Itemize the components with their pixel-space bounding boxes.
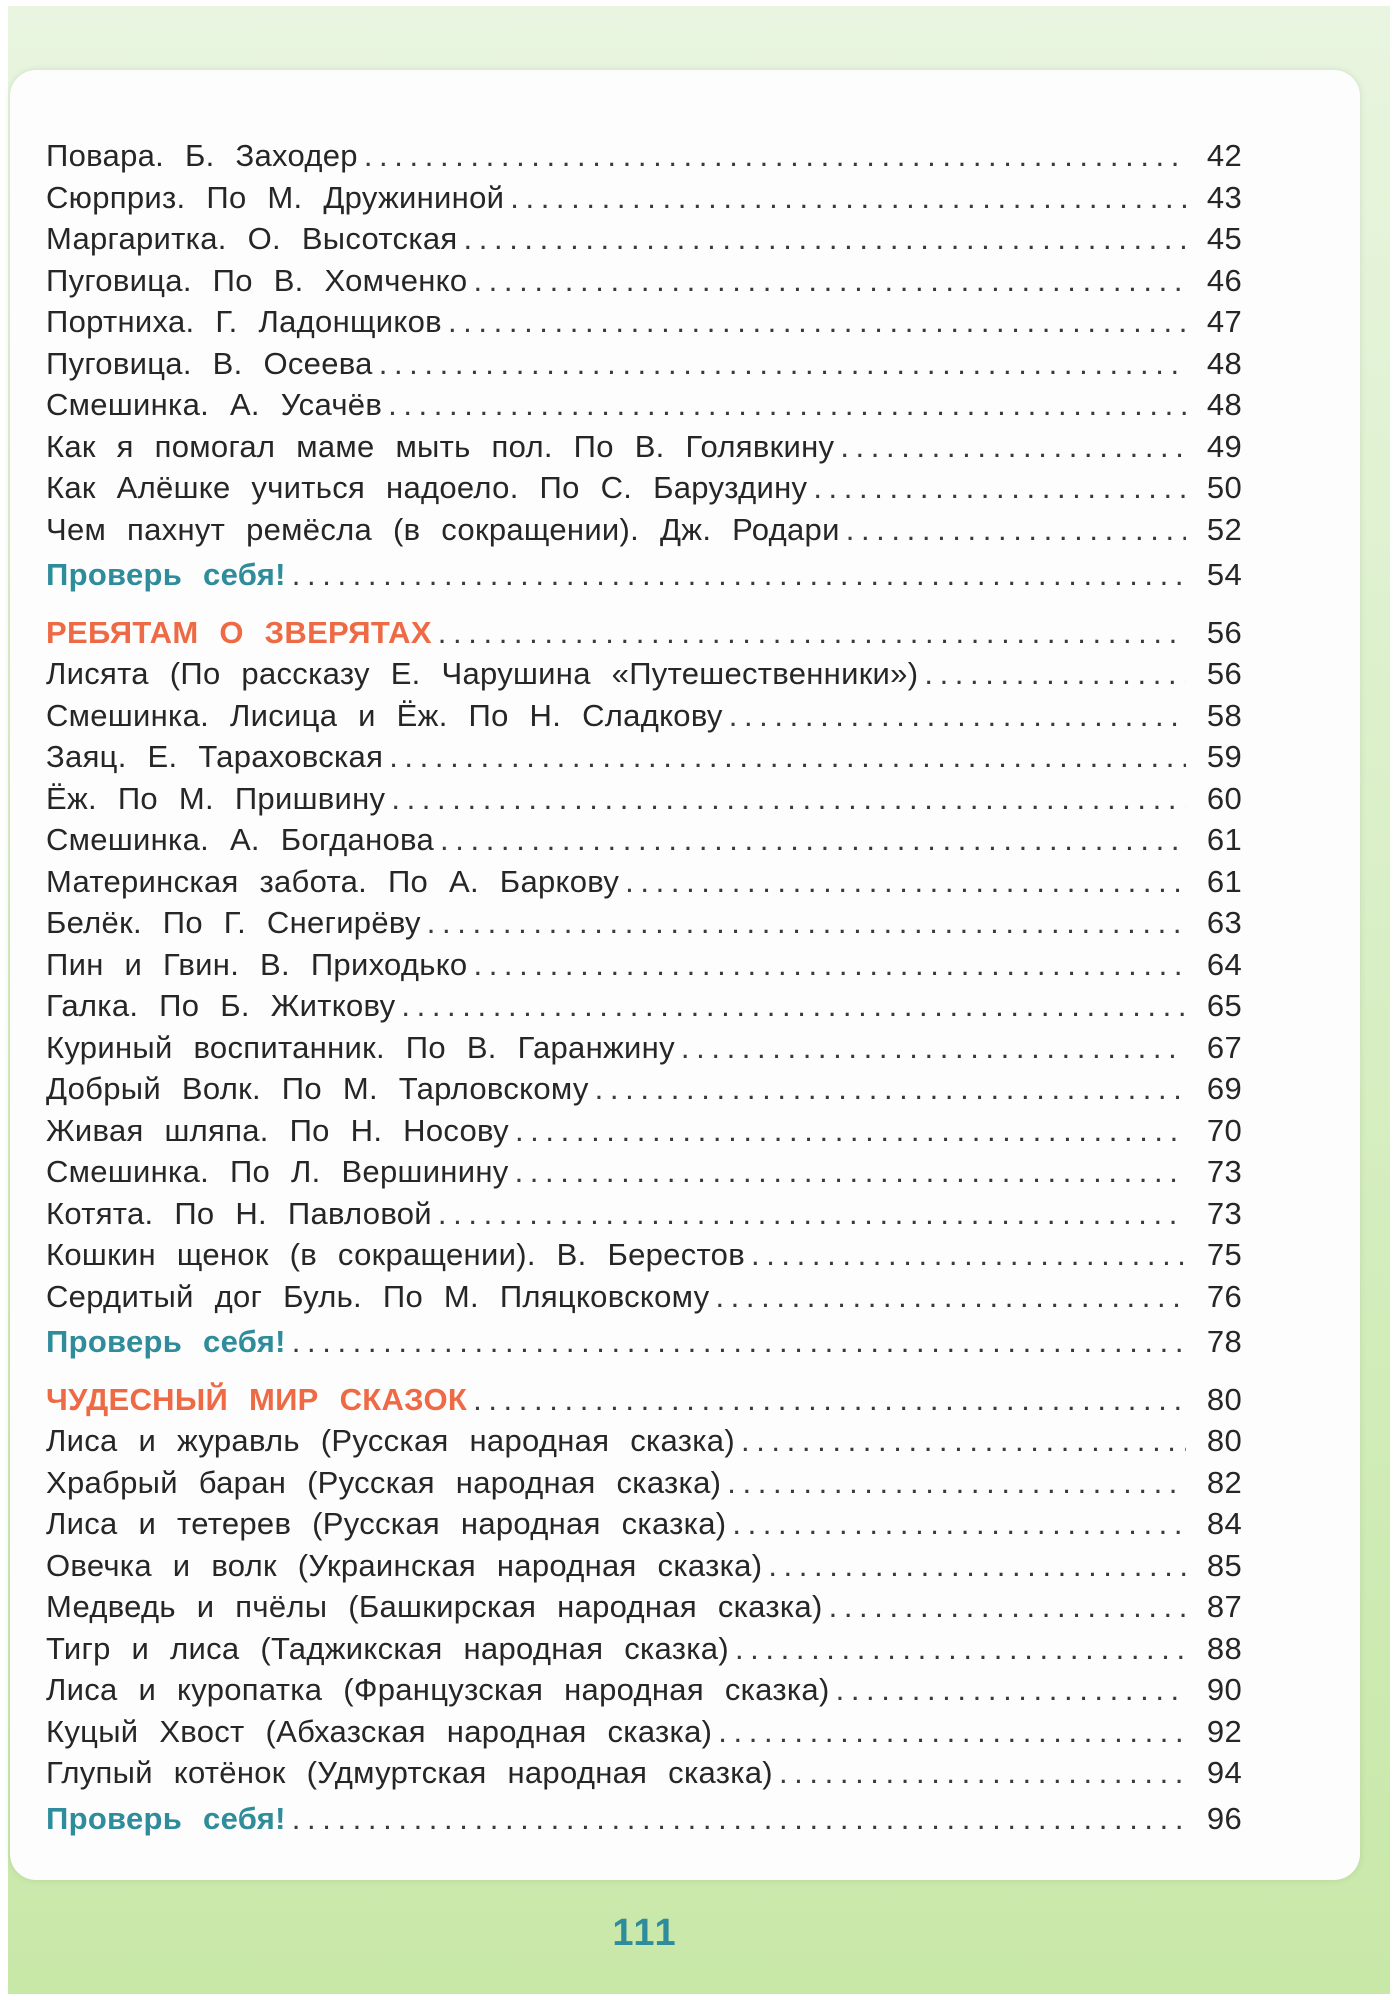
entry-title: Сердитый дог Буль. По М. Пляцковскому	[46, 1278, 710, 1314]
leader-dots	[473, 263, 1186, 299]
entry-page: 76	[1206, 1278, 1242, 1314]
entry-page: 88	[1206, 1630, 1242, 1666]
toc-entry[interactable]	[46, 1279, 1242, 1321]
toc-entry[interactable]	[46, 1154, 1242, 1196]
leader-dots	[768, 1548, 1186, 1584]
entry-page: 56	[1206, 656, 1242, 691]
toc-entry[interactable]	[46, 905, 1242, 947]
toc-entry[interactable]	[46, 346, 1242, 388]
entry-page: 48	[1206, 345, 1242, 381]
toc-entry[interactable]	[46, 1714, 1242, 1756]
entry-page: 61	[1206, 822, 1242, 857]
leader-dots	[510, 180, 1186, 216]
leader-dots	[732, 1506, 1186, 1542]
toc-group-1	[46, 138, 1242, 553]
entry-title: Смешинка. Лисица и Ёж. По Н. Сладкову	[46, 697, 723, 733]
leader-dots	[727, 1465, 1186, 1501]
leader-dots	[401, 988, 1186, 1024]
entry-title: Котята. По Н. Павловой	[46, 1195, 432, 1231]
leader-dots	[718, 1714, 1186, 1750]
entry-title: Кошкин щенок (в сокращении). В. Берестов	[46, 1237, 745, 1272]
leader-dots	[840, 429, 1186, 465]
entry-page: 46	[1206, 262, 1242, 298]
check-yourself-entry-1[interactable]	[46, 557, 1242, 599]
toc-entry[interactable]	[46, 1548, 1242, 1590]
entry-page: 43	[1206, 179, 1242, 215]
entry-page: 94	[1206, 1755, 1242, 1790]
toc-entry[interactable]	[46, 1506, 1242, 1548]
toc-entry[interactable]	[46, 263, 1242, 305]
leader-dots	[715, 1279, 1186, 1315]
entry-page: 80	[1206, 1423, 1242, 1458]
leader-dots	[924, 656, 1186, 692]
leader-dots	[292, 1324, 1186, 1360]
toc-entry[interactable]	[46, 656, 1242, 698]
toc-entry[interactable]	[46, 822, 1242, 864]
entry-page: 64	[1206, 946, 1242, 982]
entry-page: 52	[1206, 511, 1242, 547]
entry-page: 85	[1206, 1547, 1242, 1583]
leader-dots	[515, 1154, 1186, 1190]
entry-page: 49	[1206, 428, 1242, 464]
entry-page: 60	[1206, 780, 1242, 816]
check-yourself-entry-3[interactable]	[46, 1801, 1242, 1843]
entry-title: Портниха. Г. Ладонщиков	[46, 304, 442, 339]
entry-title: Как Алёшке учиться надоело. По С. Баруздину	[46, 470, 808, 505]
toc-entry[interactable]	[46, 387, 1242, 429]
leader-dots	[448, 304, 1186, 340]
toc-entry[interactable]	[46, 512, 1242, 554]
entry-title: Проверь себя!	[46, 1800, 286, 1836]
entry-title: Пуговица. По В. Хомченко	[46, 262, 468, 298]
leader-dots	[464, 221, 1186, 257]
toc-entry[interactable]	[46, 221, 1242, 263]
toc-entry[interactable]	[46, 1423, 1242, 1465]
leader-dots	[292, 557, 1186, 593]
section-heading-animals[interactable]	[46, 615, 1242, 657]
leader-dots	[625, 864, 1186, 900]
leader-dots	[379, 346, 1186, 382]
entry-title: Белёк. По Г. Снегирёву	[46, 905, 421, 940]
entry-title: Материнская забота. По А. Баркову	[46, 863, 620, 899]
entry-page: 70	[1206, 1112, 1242, 1148]
entry-page: 50	[1206, 470, 1242, 505]
entry-title: Смешинка. А. Усачёв	[46, 387, 383, 422]
entry-page: 58	[1206, 697, 1242, 733]
entry-title: Ёж. По М. Пришвину	[46, 780, 386, 816]
entry-page: 78	[1206, 1324, 1242, 1359]
entry-page: 65	[1206, 988, 1242, 1023]
toc-entry[interactable]	[46, 304, 1242, 346]
entry-title: Проверь себя!	[46, 557, 286, 592]
leader-dots	[391, 781, 1186, 817]
entry-page: 67	[1206, 1029, 1242, 1065]
leader-dots	[836, 1672, 1186, 1708]
toc-entry[interactable]	[46, 698, 1242, 740]
entry-title: Проверь себя!	[46, 1324, 286, 1359]
leader-dots	[729, 698, 1186, 734]
leader-dots	[473, 947, 1186, 983]
toc-entry[interactable]	[46, 1071, 1242, 1113]
toc-entry[interactable]	[46, 1589, 1242, 1631]
leader-dots	[473, 1382, 1186, 1418]
entry-title: Повара. Б. Заходер	[46, 138, 358, 173]
entry-page: 69	[1206, 1071, 1242, 1106]
leader-dots	[292, 1801, 1186, 1837]
leader-dots	[438, 615, 1186, 651]
entry-title: Чем пахнут ремёсла (в сокращении). Дж. Родари	[46, 511, 840, 547]
entry-title: Сюрприз. По М. Дружининой	[46, 179, 505, 215]
leader-dots	[846, 512, 1186, 548]
toc-entry[interactable]	[46, 988, 1242, 1030]
entry-title: Глупый котёнок (Удмуртская народная сказка)	[46, 1755, 773, 1790]
entry-page: 59	[1206, 739, 1242, 774]
toc-entry[interactable]	[46, 1631, 1242, 1673]
entry-page: 75	[1206, 1237, 1242, 1272]
entry-page: 82	[1206, 1464, 1242, 1500]
leader-dots	[427, 905, 1186, 941]
toc-entry[interactable]	[46, 1237, 1242, 1279]
section-page: 56	[1206, 614, 1242, 650]
entry-title: Медведь и пчёлы (Башкирская народная сказка)	[46, 1589, 823, 1624]
entry-page: 47	[1206, 304, 1242, 339]
toc-entry[interactable]	[46, 947, 1242, 989]
entry-page: 87	[1206, 1589, 1242, 1624]
entry-title: Как я помогал маме мыть пол. По В. Голявкину	[46, 428, 835, 464]
leader-dots	[681, 1030, 1186, 1066]
leader-dots	[779, 1755, 1186, 1791]
entry-title: Лиса и тетерев (Русская народная сказка)	[46, 1506, 727, 1541]
entry-title: Пуговица. В. Осеева	[46, 345, 373, 381]
toc-entry[interactable]	[46, 864, 1242, 906]
entry-title: Маргаритка. О. Высотская	[46, 221, 458, 256]
leader-dots	[389, 739, 1186, 775]
check-yourself-entry-2[interactable]	[46, 1324, 1242, 1366]
toc-entry[interactable]	[46, 739, 1242, 781]
entry-page: 42	[1206, 138, 1242, 173]
entry-page: 48	[1206, 387, 1242, 422]
table-of-contents	[46, 138, 1242, 1842]
toc-group-3	[46, 1423, 1242, 1797]
toc-entry[interactable]	[46, 1196, 1242, 1238]
toc-entry[interactable]	[46, 138, 1242, 180]
toc-entry[interactable]	[46, 1113, 1242, 1155]
toc-entry[interactable]	[46, 180, 1242, 222]
toc-entry[interactable]	[46, 1465, 1242, 1507]
entry-page: 84	[1206, 1506, 1242, 1541]
section-title: ЧУДЕСНЫЙ МИР СКАЗОК	[46, 1381, 468, 1417]
toc-entry[interactable]	[46, 1030, 1242, 1072]
entry-title: Куриный воспитанник. По В. Гаранжину	[46, 1029, 675, 1065]
toc-entry[interactable]	[46, 1755, 1242, 1797]
leader-dots	[813, 470, 1186, 506]
entry-title: Галка. По Б. Житкову	[46, 988, 396, 1023]
entry-page: 45	[1206, 221, 1242, 256]
leader-dots	[829, 1589, 1186, 1625]
section-heading-fairytales[interactable]	[46, 1382, 1242, 1424]
entry-page: 54	[1206, 557, 1242, 592]
entry-title: Куцый Хвост (Абхазская народная сказка)	[46, 1713, 713, 1749]
leader-dots	[595, 1071, 1186, 1107]
leader-dots	[440, 822, 1186, 858]
entry-title: Храбрый баран (Русская народная сказка)	[46, 1464, 722, 1500]
entry-title: Лиса и куропатка (Французская народная сказка)	[46, 1672, 830, 1707]
section-title: РЕБЯТАМ О ЗВЕРЯТАХ	[46, 614, 432, 650]
toc-entry[interactable]	[46, 1672, 1242, 1714]
entry-title: Заяц. Е. Тараховская	[46, 739, 384, 774]
leader-dots	[741, 1423, 1186, 1459]
toc-entry[interactable]	[46, 470, 1242, 512]
entry-title: Лиса и журавль (Русская народная сказка)	[46, 1423, 735, 1458]
entry-title: Добрый Волк. По М. Тарловскому	[46, 1071, 589, 1106]
entry-page: 61	[1206, 863, 1242, 899]
toc-entry[interactable]	[46, 429, 1242, 471]
entry-page: 96	[1206, 1800, 1242, 1836]
leader-dots	[751, 1237, 1186, 1273]
entry-title: Тигр и лиса (Таджикская народная сказка)	[46, 1630, 729, 1666]
leader-dots	[735, 1631, 1186, 1667]
entry-page: 92	[1206, 1713, 1242, 1749]
entry-title: Овечка и волк (Украинская народная сказка)	[46, 1547, 763, 1583]
leader-dots	[388, 387, 1186, 423]
entry-page: 90	[1206, 1672, 1242, 1707]
page-number: 111	[612, 1912, 678, 1954]
toc-group-2	[46, 656, 1242, 1320]
section-page: 80	[1206, 1381, 1242, 1417]
entry-title: Пин и Гвин. В. Приходько	[46, 946, 468, 982]
leader-dots	[515, 1113, 1186, 1149]
toc-entry[interactable]	[46, 781, 1242, 823]
entry-page: 73	[1206, 1195, 1242, 1231]
entry-title: Живая шляпа. По Н. Носову	[46, 1112, 509, 1148]
entry-page: 63	[1206, 905, 1242, 940]
entry-title: Смешинка. По Л. Вершинину	[46, 1154, 509, 1189]
leader-dots	[438, 1196, 1186, 1232]
entry-page: 73	[1206, 1154, 1242, 1189]
leader-dots	[364, 138, 1186, 174]
entry-title: Лисята (По рассказу Е. Чарушина «Путешественники»)	[46, 656, 919, 691]
entry-title: Смешинка. А. Богданова	[46, 822, 435, 857]
